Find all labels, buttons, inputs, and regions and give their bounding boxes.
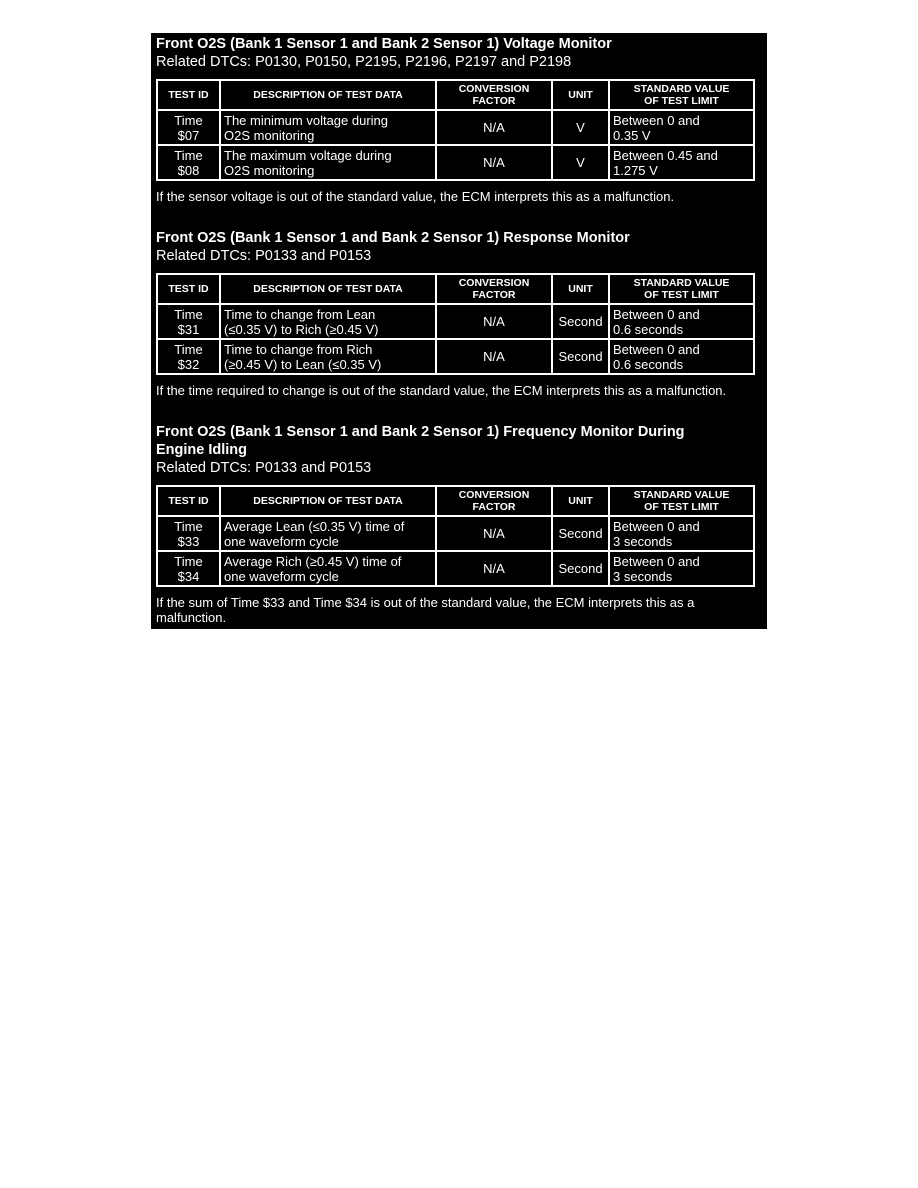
table-header-row [157,80,754,110]
description-cell: Time to change from Rich (≥0.45 V) to Lean (≤0.35 V) [220,339,436,374]
header-description: DESCRIPTION OF TEST DATA [220,274,436,304]
header-standard-value: STANDARD VALUE OF TEST LIMIT [609,486,754,516]
standard-value-cell: Between 0 and 0.6 seconds [609,339,754,374]
section-title-line-1: Front O2S (Bank 1 Sensor 1 and Bank 2 Sensor 1) Frequency Monitor During [156,424,685,440]
table-row [157,516,754,551]
description-cell: The minimum voltage during O2S monitoring [220,110,436,145]
frequency-monitor-table [156,485,755,587]
unit-cell: Second [552,551,609,586]
table-row [157,304,754,339]
description-cell: Average Lean (≤0.35 V) time of one waveform cycle [220,516,436,551]
frequency-monitor-section [156,423,760,477]
test-id-cell: Time $31 [157,304,220,339]
unit-cell: V [552,110,609,145]
response-monitor-section [156,229,760,265]
test-id-cell: Time $33 [157,516,220,551]
header-standard-value: STANDARD VALUE OF TEST LIMIT [609,274,754,304]
header-unit: UNIT [552,80,609,110]
spec-panel [151,33,767,629]
voltage-monitor-section [156,35,760,71]
header-standard-value: STANDARD VALUE OF TEST LIMIT [609,80,754,110]
header-description: DESCRIPTION OF TEST DATA [220,486,436,516]
header-test-id: TEST ID [157,486,220,516]
header-test-id: TEST ID [157,274,220,304]
table-row [157,145,754,180]
unit-cell: Second [552,304,609,339]
description-cell: Average Rich (≥0.45 V) time of one waveform cycle [220,551,436,586]
header-test-id: TEST ID [157,80,220,110]
unit-cell: Second [552,516,609,551]
section-title: Front O2S (Bank 1 Sensor 1 and Bank 2 Sensor 1) Response Monitor [156,230,630,246]
related-dtcs: Related DTCs: P0130, P0150, P2195, P2196, P2197 and P2198 [156,54,572,70]
standard-value-cell: Between 0 and 3 seconds [609,551,754,586]
header-conversion-factor: CONVERSION FACTOR [436,80,552,110]
malfunction-note [156,595,762,625]
section-title: Front O2S (Bank 1 Sensor 1 and Bank 2 Sensor 1) Voltage Monitor [156,36,612,52]
standard-value-cell: Between 0 and 0.6 seconds [609,304,754,339]
table-row [157,551,754,586]
conversion-factor-cell: N/A [436,551,552,586]
table-header-row [157,274,754,304]
header-conversion-factor: CONVERSION FACTOR [436,486,552,516]
conversion-factor-cell: N/A [436,110,552,145]
test-id-cell: Time $08 [157,145,220,180]
standard-value-cell: Between 0 and 3 seconds [609,516,754,551]
unit-cell: Second [552,339,609,374]
table-header-row [157,486,754,516]
test-id-cell: Time $34 [157,551,220,586]
test-id-cell: Time $32 [157,339,220,374]
section-title-line-2: Engine Idling [156,442,248,458]
malfunction-note-line-2: malfunction. [156,610,227,625]
table-row [157,110,754,145]
unit-cell: V [552,145,609,180]
malfunction-note: If the sensor voltage is out of the standard value, the ECM interprets this as a malfunction. [156,189,675,204]
description-cell: Time to change from Lean (≤0.35 V) to Rich (≥0.45 V) [220,304,436,339]
header-description: DESCRIPTION OF TEST DATA [220,80,436,110]
conversion-factor-cell: N/A [436,304,552,339]
header-unit: UNIT [552,486,609,516]
conversion-factor-cell: N/A [436,516,552,551]
malfunction-note-line-1: If the sum of Time $33 and Time $34 is out of the standard value, the ECM interprets this as a [156,595,695,610]
standard-value-cell: Between 0 and 0.35 V [609,110,754,145]
conversion-factor-cell: N/A [436,339,552,374]
header-conversion-factor: CONVERSION FACTOR [436,274,552,304]
test-id-cell: Time $07 [157,110,220,145]
standard-value-cell: Between 0.45 and 1.275 V [609,145,754,180]
related-dtcs: Related DTCs: P0133 and P0153 [156,248,372,264]
table-row [157,339,754,374]
malfunction-note: If the time required to change is out of the standard value, the ECM interprets this as a malfunction. [156,383,727,398]
response-monitor-table [156,273,755,375]
header-unit: UNIT [552,274,609,304]
description-cell: The maximum voltage during O2S monitoring [220,145,436,180]
related-dtcs: Related DTCs: P0133 and P0153 [156,460,372,476]
voltage-monitor-table [156,79,755,181]
conversion-factor-cell: N/A [436,145,552,180]
